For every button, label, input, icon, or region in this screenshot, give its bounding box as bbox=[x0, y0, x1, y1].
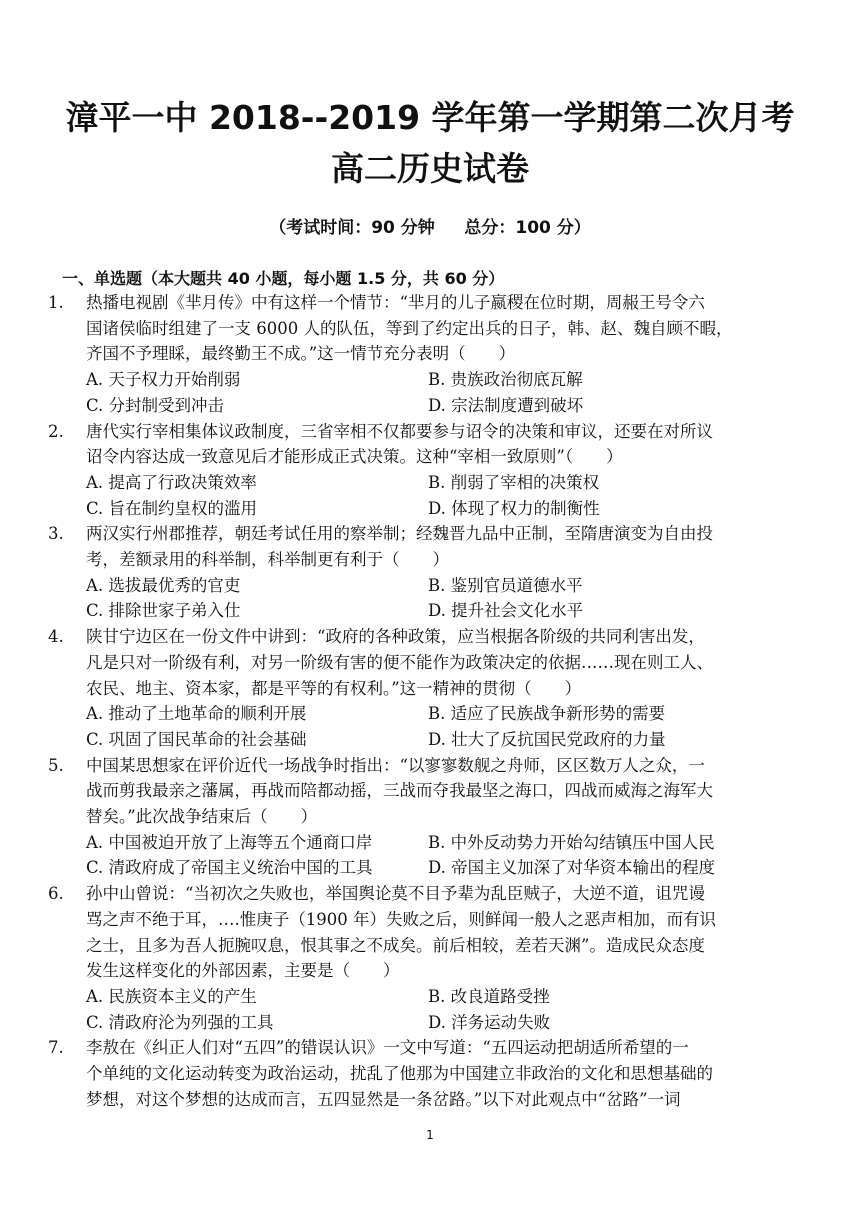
question-stem-line: 两汉实行州郡推荐，朝廷考试任用的察举制；经魏晋九品中正制，至隋唐演变为自由投 bbox=[86, 524, 713, 544]
exam-subtitle: 高二历史试卷 bbox=[331, 149, 529, 188]
answer-option: C. 清政府成了帝国主义统治中国的工具 bbox=[86, 858, 373, 878]
option-row bbox=[86, 830, 788, 856]
question-stem-line: 个单纯的文化运动转变为政治运动，扰乱了他那为中国建立非政治的文化和思想基础的 bbox=[86, 1064, 713, 1084]
option-row bbox=[86, 393, 788, 419]
answer-option: D. 宗法制度遭到破坏 bbox=[428, 395, 584, 415]
answer-option: C. 旨在制约皇权的滥用 bbox=[86, 498, 258, 518]
answer-option: A. 天子权力开始削弱 bbox=[86, 370, 241, 390]
question-stem-line: 热播电视剧《芈月传》中有这样一个情节：“芈月的儿子嬴稷在位时期，周赧王号令六 bbox=[86, 293, 705, 312]
answer-option: A. 提高了行政决策效率 bbox=[86, 472, 257, 492]
answer-option: D. 体现了权力的制衡性 bbox=[428, 498, 600, 518]
option-row bbox=[86, 1010, 788, 1036]
question-stem bbox=[86, 624, 788, 701]
answer-options bbox=[86, 701, 788, 752]
answer-option: D. 壮大了反抗国民党政府的力量 bbox=[428, 729, 666, 749]
answer-option: A. 选拔最优秀的官吏 bbox=[86, 575, 241, 595]
question-stem-line: 替矣。”此次战争结束后（ ） bbox=[86, 807, 318, 827]
option-row bbox=[86, 367, 788, 393]
question-4 bbox=[48, 624, 788, 753]
answer-option: D. 洋务运动失败 bbox=[428, 1012, 551, 1032]
answer-option: B. 中外反动势力开始勾结镇压中国人民 bbox=[428, 832, 715, 852]
option-row bbox=[86, 496, 788, 522]
answer-option: C. 巩固了国民革命的社会基础 bbox=[86, 729, 307, 749]
answer-options bbox=[86, 984, 788, 1035]
question-1 bbox=[48, 290, 788, 419]
answer-option: C. 清政府沦为列强的工具 bbox=[86, 1012, 274, 1032]
question-stem-line: 李敖在《纠正人们对“五四”的错误认识》一文中写道：“五四运动把胡适所希望的一 bbox=[86, 1038, 689, 1058]
answer-option: B. 削弱了宰相的决策权 bbox=[428, 472, 600, 492]
answer-options bbox=[86, 830, 788, 881]
question-6 bbox=[48, 881, 788, 1035]
question-stem-line: 骂之声不绝于耳，….惟庚子（1900 年）失败之后，则鲜闻一般人之恶声相加，而有识 bbox=[86, 909, 716, 929]
question-stem-line: 农民、地主、资本家，都是平等的有权利。”这一精神的贯彻（ ） bbox=[86, 678, 582, 698]
question-2 bbox=[48, 419, 788, 522]
answer-options bbox=[86, 367, 788, 418]
question-stem bbox=[86, 1035, 788, 1112]
question-stem-line: 唐代实行宰相集体议政制度，三省宰相不仅都要参与诏令的决策和审议，还要在对所议 bbox=[86, 421, 713, 441]
question-stem-line: 考，差额录用的科举制，科举制更有利于（ ） bbox=[86, 550, 449, 570]
answer-option: A. 推动了土地革命的顺利开展 bbox=[86, 704, 307, 724]
question-stem bbox=[86, 881, 788, 984]
question-number: 5. bbox=[48, 755, 64, 775]
answer-options bbox=[86, 573, 788, 624]
question-stem bbox=[86, 419, 788, 470]
page-number: 1 bbox=[426, 1128, 434, 1142]
question-number: 6. bbox=[48, 884, 64, 904]
question-stem-line: 孙中山曾说：“当初次之失败也，举国舆论莫不目予辈为乱臣贼子，大逆不道，诅咒谩 bbox=[86, 884, 705, 904]
answer-option: B. 改良道路受挫 bbox=[428, 986, 550, 1006]
option-row bbox=[86, 727, 788, 753]
answer-option: C. 分封制受到冲击 bbox=[86, 395, 225, 415]
option-row bbox=[86, 855, 788, 881]
question-3 bbox=[48, 521, 788, 624]
question-stem-line: 齐国不予理睬，最终勤王不成。”这一情节充分表明（ ） bbox=[86, 344, 516, 364]
answer-option: D. 提升社会文化水平 bbox=[428, 601, 584, 621]
answer-options bbox=[86, 470, 788, 521]
question-stem-line: 诏令内容达成一致意见后才能形成正式决策。这种“宰相一致原则”（ ） bbox=[86, 447, 623, 467]
option-row bbox=[86, 701, 788, 727]
question-stem-line: 发生这样变化的外部因素，主要是（ ） bbox=[86, 961, 400, 981]
answer-option: D. 帝国主义加深了对华资本输出的程度 bbox=[428, 858, 716, 878]
option-row bbox=[86, 470, 788, 496]
question-stem-line: 之士，且多为吾人扼腕叹息，恨其事之不成矣。前后相较，差若天渊”。造成民众态度 bbox=[86, 935, 705, 955]
section-heading: 一、单选题（本大题共 40 小题，每小题 1.5 分，共 60 分） bbox=[62, 269, 505, 288]
option-row bbox=[86, 573, 788, 599]
question-stem-line: 陕甘宁边区在一份文件中讲到：“政府的各种政策，应当根据各阶级的共同利害出发， bbox=[86, 627, 705, 647]
question-stem-line: 梦想，对这个梦想的达成而言，五四显然是一条岔路。”以下对此观点中“岔路”一词 bbox=[86, 1089, 681, 1109]
question-stem-line: 中国某思想家在评价近代一场战争时指出：“以寥寥数舰之舟师，区区数万人之众，一 bbox=[86, 755, 705, 775]
answer-option: C. 排除世家子弟入仕 bbox=[86, 601, 241, 621]
question-list bbox=[48, 290, 788, 1113]
question-stem bbox=[86, 753, 788, 830]
question-7 bbox=[48, 1035, 788, 1112]
question-stem-line: 凡是只对一阶级有利，对另一阶级有害的便不能作为政策决定的依据……现在则工人、 bbox=[86, 652, 713, 672]
answer-option: B. 鉴别官员道德水平 bbox=[428, 575, 583, 595]
exam-title: 漳平一中 2018--2019 学年第一学期第二次月考 bbox=[65, 98, 795, 137]
answer-option: A. 民族资本主义的产生 bbox=[86, 986, 257, 1006]
question-stem bbox=[86, 290, 788, 367]
question-number: 1. bbox=[48, 293, 64, 312]
question-stem-line: 国诸侯临时组建了一支 6000 人的队伍，等到了约定出兵的日子，韩、赵、魏自顾不暇， bbox=[86, 318, 733, 338]
answer-option: B. 贵族政治彻底瓦解 bbox=[428, 370, 583, 390]
question-number: 3. bbox=[48, 524, 64, 544]
answer-option: A. 中国被迫开放了上海等五个通商口岸 bbox=[86, 832, 373, 852]
question-stem bbox=[86, 521, 788, 572]
question-stem-line: 战而剪我最亲之藩属，再战而陪都动摇，三战而夺我最坚之海口，四战而威海之海军大 bbox=[86, 781, 713, 801]
question-number: 2. bbox=[48, 421, 64, 441]
option-row bbox=[86, 984, 788, 1010]
question-5 bbox=[48, 753, 788, 882]
question-number: 7. bbox=[48, 1038, 64, 1058]
answer-option: B. 适应了民族战争新形势的需要 bbox=[428, 704, 666, 724]
question-number: 4. bbox=[48, 627, 64, 647]
option-row bbox=[86, 598, 788, 624]
exam-info: （考试时间：90 分钟 总分：100 分） bbox=[269, 218, 591, 238]
